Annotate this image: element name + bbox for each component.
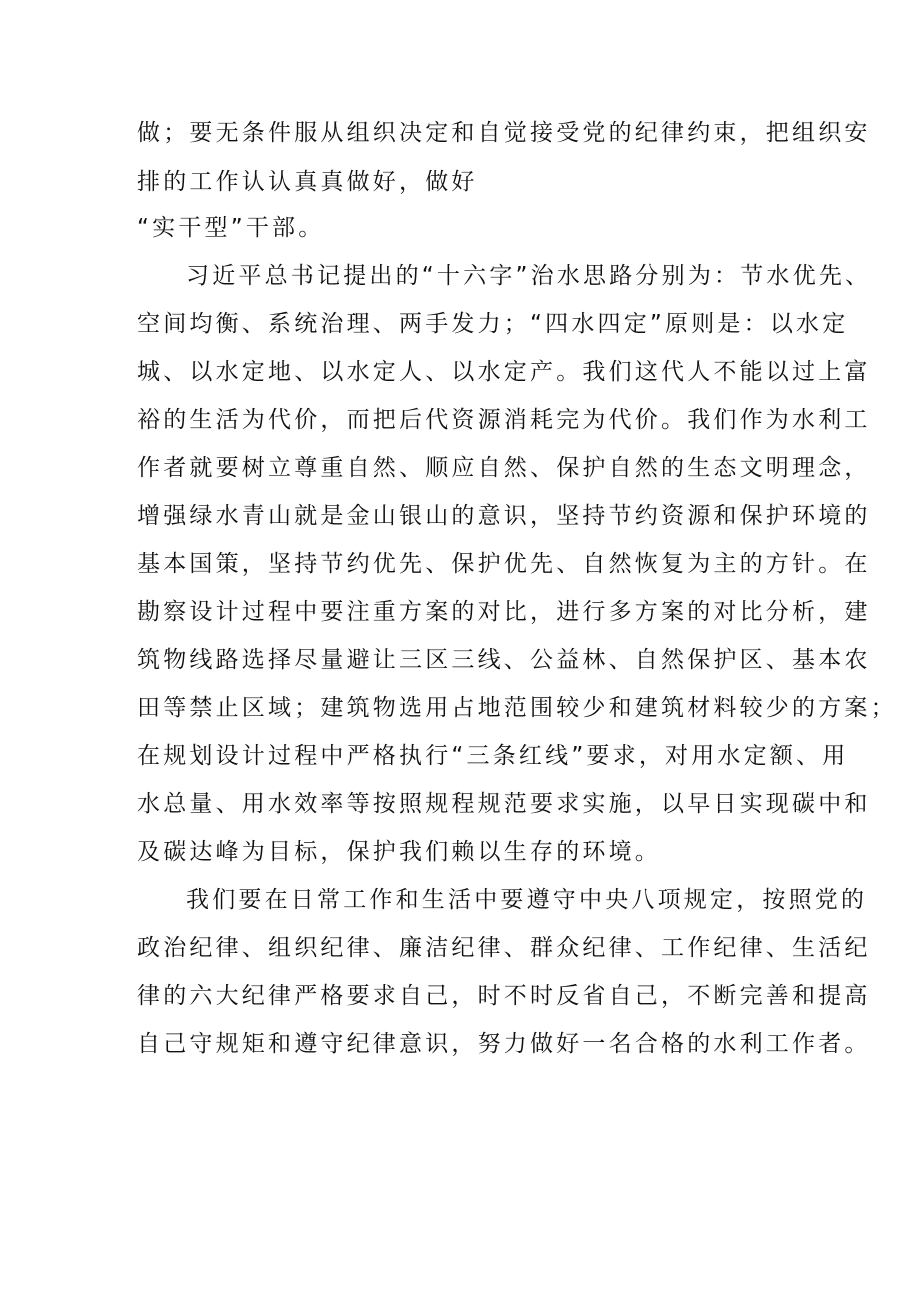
text-line: 勘察设计过程中要注重方案的对比，进行多方案的对比分析，建 — [137, 599, 871, 625]
text-line: 及碳达峰为目标，保护我们赖以生存的环境。 — [137, 839, 661, 865]
text-line: 裕的生活为代价，而把后代资源消耗完为代价。我们作为水利工 — [137, 407, 871, 433]
text-line: 在规划设计过程中严格执行“三条红线”要求，对用水定额、用 — [137, 743, 849, 769]
text-line: 空间均衡、系统治理、两手发力；“四水四定”原则是：以水定 — [137, 311, 849, 337]
text-line: 政治纪律、组织纪律、廉洁纪律、群众纪律、工作纪律、生活纪 — [137, 935, 871, 961]
text-line: 田等禁止区域；建筑物选用占地范围较少和建筑材料较少的方案； — [137, 695, 897, 721]
text-line: 做；要无条件服从组织决定和自觉接受党的纪律约束，把组织安 — [137, 120, 871, 146]
text-line: 自己守规矩和遵守纪律意识，努力做好一名合格的水利工作者。 — [137, 1031, 871, 1057]
text-line: 筑物线路选择尽量避让三区三线、公益林、自然保护区、基本农 — [137, 647, 871, 673]
paragraph-first-line: 我们要在日常工作和生活中要遵守中央八项规定，按照党的 — [186, 887, 868, 913]
text-line: 城、以水定地、以水定人、以水定产。我们这代人不能以过上富 — [137, 359, 871, 385]
text-line: “实干型”干部。 — [137, 215, 325, 241]
paragraph-first-line: 习近平总书记提出的“十六字”治水思路分别为：节水优先、 — [186, 263, 872, 289]
text-line: 基本国策，坚持节约优先、保护优先、自然恢复为主的方针。在 — [137, 551, 871, 577]
text-line: 作者就要树立尊重自然、顺应自然、保护自然的生态文明理念， — [137, 455, 871, 481]
text-line: 水总量、用水效率等按照规程规范要求实施，以早日实现碳中和 — [137, 791, 871, 817]
text-line: 律的六大纪律严格要求自己，时不时反省自己，不断完善和提高 — [137, 983, 871, 1009]
text-line: 排的工作认认真真做好，做好 — [137, 169, 478, 195]
text-line: 增强绿水青山就是金山银山的意识，坚持节约资源和保护环境的 — [137, 503, 871, 529]
